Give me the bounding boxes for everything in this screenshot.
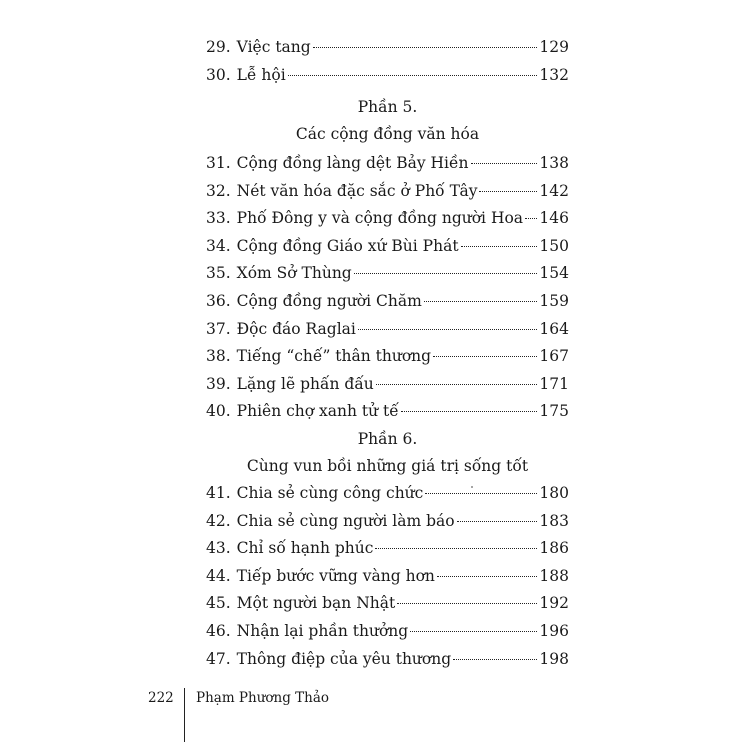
dot-leader [401,411,538,412]
dot-leader [354,273,538,274]
section-heading-part-5 [206,94,569,148]
entry-page: 198 [539,649,569,668]
dot-leader [425,493,537,494]
entry-number: 29. [206,38,231,56]
toc-block-part-6 [206,480,569,673]
entry-title: Nhận lại phần thưởng [236,621,409,640]
entry-page: 171 [539,374,569,393]
toc-entry [206,233,569,261]
dot-leader [471,163,538,164]
entry-number: 45. [206,594,231,613]
part-title: Cùng vun bồi những giá trị sống tốt [246,457,529,475]
toc-entry [206,316,569,344]
part-title: Các cộng đồng văn hóa [295,125,480,143]
toc-entry [206,508,569,536]
entry-title: Phiên chợ xanh tử tế [236,402,399,421]
entry-title: Lặng lẽ phấn đấu [236,374,374,393]
entry-page: 146 [539,209,569,228]
entry-page: 138 [539,154,569,172]
dot-leader [457,521,538,522]
entry-number: 39. [206,374,231,393]
page-footer [0,690,750,742]
entry-title: Xóm Sở Thùng [236,264,352,283]
toc-entry [206,288,569,316]
toc-entry [206,260,569,288]
entry-title: Phố Đông y và cộng đồng người Hoa [236,209,524,228]
toc-block-part-5 [206,150,569,426]
entry-number: 41. [206,484,231,502]
toc-entry [206,398,569,426]
entry-number: 42. [206,511,231,530]
entry-page: 150 [539,236,569,255]
entry-page: 142 [539,181,569,200]
toc-entry [206,150,569,178]
footer-author: Phạm Phương Thảo [196,690,330,706]
entry-page: 186 [539,539,569,558]
entry-number: 38. [206,347,231,366]
toc-entry [206,205,569,233]
dot-leader [461,246,538,247]
toc-entry [206,563,569,591]
toc-entry [206,371,569,399]
toc-entry [206,480,569,508]
entry-title: Tiếp bước vững vàng hơn [236,566,435,585]
dot-leader [410,631,537,632]
entry-number: 46. [206,621,231,640]
part-label: Phần 6. [357,430,418,448]
entry-number: 31. [206,154,231,172]
entry-page: 196 [539,621,569,640]
entry-number: 34. [206,236,231,255]
dot-leader [288,75,538,76]
entry-page: 180 [539,484,569,502]
dot-leader [358,329,538,330]
entry-page: 167 [539,347,569,366]
dot-leader [397,603,537,604]
entry-page: 192 [539,594,569,613]
section-heading-part-6 [206,426,569,480]
entry-title: Tiếng “chế” thân thương [236,347,432,366]
entry-title: Độc đáo Raglai [236,319,356,338]
dot-leader [376,384,538,385]
dot-leader [525,218,537,219]
dot-leader [437,576,538,577]
entry-number: 30. [206,65,231,84]
entry-title: Chỉ số hạnh phúc [236,539,374,558]
entry-title: Việc tang [236,38,311,56]
entry-page: 183 [539,511,569,530]
entry-title: Cộng đồng làng dệt Bảy Hiền [236,154,469,172]
entry-page: 129 [539,38,569,56]
entry-title: Cộng đồng Giáo xứ Bùi Phát [236,236,459,255]
entry-title: Lễ hội [236,65,286,84]
entry-number: 47. [206,649,231,668]
entry-number: 36. [206,291,231,310]
dot-leader [479,191,537,192]
dot-leader [433,356,537,357]
entry-title: Một người bạn Nhật [236,594,396,613]
dot-leader [313,47,538,48]
entry-title: Chia sẻ cùng người làm báo [236,511,455,530]
entry-page: 132 [539,65,569,84]
dot-leader [375,548,537,549]
toc-entry [206,34,569,62]
entry-page: 159 [539,291,569,310]
toc-entry [206,535,569,563]
entry-title: Chia sẻ cùng công chức [236,484,424,502]
toc-entry [206,590,569,618]
dot-leader [424,301,538,302]
toc-entry [206,343,569,371]
dot-leader [453,659,537,660]
entry-title: Nét văn hóa đặc sắc ở Phố Tây [236,181,478,200]
entry-number: 40. [206,402,231,421]
entry-number: 35. [206,264,231,283]
toc-entry [206,62,569,90]
toc-entry [206,618,569,646]
entry-page: 154 [539,264,569,283]
footer-page-number: 222 [148,690,174,706]
toc-entry [206,646,569,674]
entry-number: 37. [206,319,231,338]
part-label: Phần 5. [357,98,418,116]
entry-title: Thông điệp của yêu thương [236,649,452,668]
entry-title: Cộng đồng người Chăm [236,291,422,310]
entry-number: 43. [206,539,231,558]
toc-block-intro [206,34,569,89]
entry-number: 32. [206,181,231,200]
entry-page: 164 [539,319,569,338]
entry-page: 175 [539,402,569,421]
entry-page: 188 [539,566,569,585]
entry-number: 44. [206,566,231,585]
entry-number: 33. [206,209,231,228]
toc-entry [206,178,569,206]
footer-divider [184,688,185,742]
